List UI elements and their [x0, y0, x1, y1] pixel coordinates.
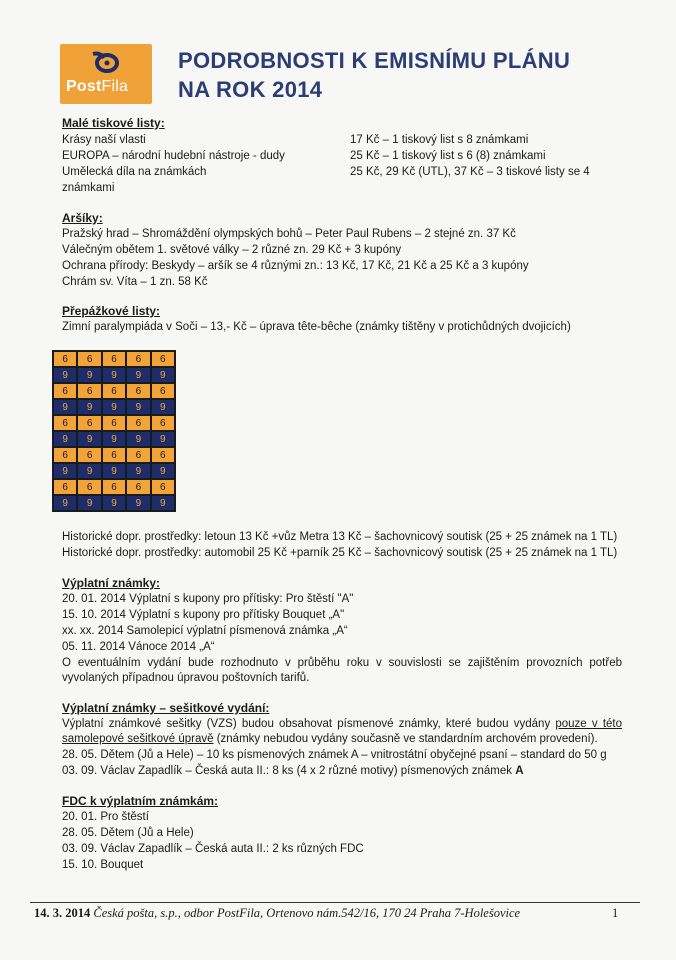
stamp-cell-6: 6 — [127, 480, 149, 494]
tete-beche-stamp-grid — [52, 350, 176, 512]
page-number: 1 — [612, 906, 619, 920]
stamp-cell-6: 6 — [152, 384, 174, 398]
stamp-cell-9: 9 — [54, 368, 76, 382]
text-line: 20. 01. 2014 Výplatní s kupony pro přítisky: Pro štěstí "A" — [62, 593, 354, 605]
post-horn-icon — [90, 50, 124, 76]
stamp-cell-9: 9 — [152, 368, 174, 382]
text-line: 15. 10. Bouquet — [62, 859, 144, 871]
text-line: 28. 05. Dětem (Jů a Hele) — [62, 827, 194, 839]
stamp-cell-9: 9 — [78, 496, 100, 510]
footer-text: 14. 3. 2014 Česká pošta, s.p., odbor PostFila, Ortenovo nám.542/16, 170 24 Praha 7-Holešovice — [34, 906, 521, 920]
text-line: Historické dopr. prostředky: automobil 25 Kč +parník 25 Kč – šachovnicový soutisk (25 + 25 známek na 1 TL) — [62, 547, 618, 559]
stamp-cell-9: 9 — [127, 464, 149, 478]
text-line: 28. 05. Dětem (Jů a Hele) – 10 ks písmenových známek A – vnitrostátní obyčejné psaní – standard do 50 g — [62, 749, 607, 761]
text-line: Chrám sv. Víta – 1 zn. 58 Kč — [62, 276, 208, 288]
stamp-cell-9: 9 — [152, 464, 174, 478]
stamp-cell-9: 9 — [127, 432, 149, 446]
paragraph: O eventuálním vydání bude rozhodnuto v průběhu roku v souvislosti se zajištěním provozních potřeb vyvolaných případnou úpravou poštovních tarifů. — [62, 657, 622, 684]
stamp-cell-6: 6 — [152, 480, 174, 494]
postfila-logo — [60, 44, 152, 104]
stamp-cell-9: 9 — [54, 400, 76, 414]
heading-prepazkove: Přepážkové listy: — [62, 304, 161, 318]
paragraph: Výplatní známkové sešitky (VZS) budou obsahovat písmenové známky, které budou vydány pouze v této samolepové sešitkové úpravě (známky nebudou vydány současně ve standardním archovém provedení). — [62, 718, 623, 745]
text-line: 20. 01. Pro štěstí — [62, 811, 149, 823]
stamp-cell-9: 9 — [103, 496, 125, 510]
stamp-cell-9: 9 — [103, 464, 125, 478]
stamp-cell-9: 9 — [103, 432, 125, 446]
text-line: Pražský hrad – Shromáždění olympských bohů – Peter Paul Rubens – 2 stejné zn. 37 Kč — [62, 228, 516, 240]
heading-vyplatni: Výplatní známky: — [62, 576, 161, 590]
text-line: 25 Kč, 29 Kč (UTL), 37 Kč – 3 tiskové listy se 4 — [350, 166, 590, 178]
stamp-cell-6: 6 — [127, 352, 149, 366]
heading-male-listy: Malé tiskové listy: — [62, 116, 165, 130]
heading-sesitkove: Výplatní známky – sešitkové vydání: — [62, 701, 270, 715]
text-line: 15. 10. 2014 Výplatní s kupony pro přítisky Bouquet „A" — [62, 609, 345, 621]
text-line: 03. 09. Václav Zapadlík – Česká auta II.: 8 ks (4 x 2 různé motivy) písmenových známek A — [62, 765, 524, 777]
logo-wordmark: PostFila — [66, 78, 129, 95]
stamp-cell-6: 6 — [152, 352, 174, 366]
stamp-cell-9: 9 — [54, 432, 76, 446]
page-title: PODROBNOSTI K EMISNÍMU PLÁNU NA ROK 2014 — [178, 48, 571, 102]
stamp-cell-6: 6 — [103, 384, 125, 398]
footer-divider — [30, 902, 640, 903]
text-line: 17 Kč – 1 tiskový list s 8 známkami — [350, 134, 529, 146]
stamp-cell-9: 9 — [78, 400, 100, 414]
stamp-cell-6: 6 — [103, 448, 125, 462]
heading-fdc: FDC k výplatním známkám: — [62, 794, 219, 808]
text-line: EUROPA – národní hudební nástroje - dudy — [62, 150, 285, 162]
stamp-cell-6: 6 — [78, 448, 100, 462]
stamp-cell-9: 9 — [78, 368, 100, 382]
stamp-cell-6: 6 — [54, 352, 76, 366]
stamp-cell-6: 6 — [54, 384, 76, 398]
stamp-cell-6: 6 — [103, 480, 125, 494]
stamp-cell-9: 9 — [54, 464, 76, 478]
text-line: Historické dopr. prostředky: letoun 13 Kč +vůz Metra 13 Kč – šachovnicový soutisk (25 + 25 známek na 1 TL) — [62, 531, 618, 543]
text-line: 25 Kč – 1 tiskový list s 6 (8) známkami — [350, 150, 546, 162]
stamp-cell-6: 6 — [103, 416, 125, 430]
stamp-cell-9: 9 — [127, 368, 149, 382]
stamp-cell-6: 6 — [127, 416, 149, 430]
stamp-cell-6: 6 — [78, 384, 100, 398]
stamp-cell-9: 9 — [103, 368, 125, 382]
text-line: 03. 09. Václav Zapadlík – Česká auta II.: 2 ks různých FDC — [62, 843, 364, 855]
heading-arsiky: Aršíky: — [62, 211, 103, 225]
stamp-cell-6: 6 — [54, 416, 76, 430]
text-line: známkami — [62, 182, 115, 194]
text-line: Válečným obětem 1. světové války – 2 různé zn. 29 Kč + 3 kupóny — [62, 244, 402, 256]
text-line: xx. xx. 2014 Samolepicí výplatní písmenová známka „A“ — [62, 625, 348, 637]
stamp-cell-6: 6 — [152, 448, 174, 462]
stamp-cell-6: 6 — [54, 480, 76, 494]
text-line: Zimní paralympiáda v Soči – 13,- Kč – úprava tête-bêche (známky tištěny v protichůdných dvojicích) — [62, 321, 571, 333]
stamp-cell-6: 6 — [103, 352, 125, 366]
stamp-cell-9: 9 — [103, 400, 125, 414]
stamp-cell-6: 6 — [152, 416, 174, 430]
text-line: Krásy naší vlasti — [62, 134, 146, 146]
text-line: Ochrana přírody: Beskydy – aršík se 4 různými zn.: 13 Kč, 17 Kč, 21 Kč a 25 Kč a 3 kupóny — [62, 260, 529, 272]
text-line: 05. 11. 2014 Vánoce 2014 „A“ — [62, 641, 215, 653]
stamp-cell-9: 9 — [78, 432, 100, 446]
stamp-cell-9: 9 — [152, 400, 174, 414]
stamp-cell-9: 9 — [127, 400, 149, 414]
stamp-cell-6: 6 — [78, 352, 100, 366]
stamp-cell-6: 6 — [127, 448, 149, 462]
stamp-cell-9: 9 — [78, 464, 100, 478]
stamp-cell-9: 9 — [152, 496, 174, 510]
stamp-cell-6: 6 — [127, 384, 149, 398]
stamp-cell-6: 6 — [54, 448, 76, 462]
text-line: Umělecká díla na známkách — [62, 166, 207, 178]
stamp-cell-6: 6 — [78, 416, 100, 430]
stamp-cell-6: 6 — [78, 480, 100, 494]
stamp-cell-9: 9 — [54, 496, 76, 510]
stamp-cell-9: 9 — [152, 432, 174, 446]
stamp-cell-9: 9 — [127, 496, 149, 510]
